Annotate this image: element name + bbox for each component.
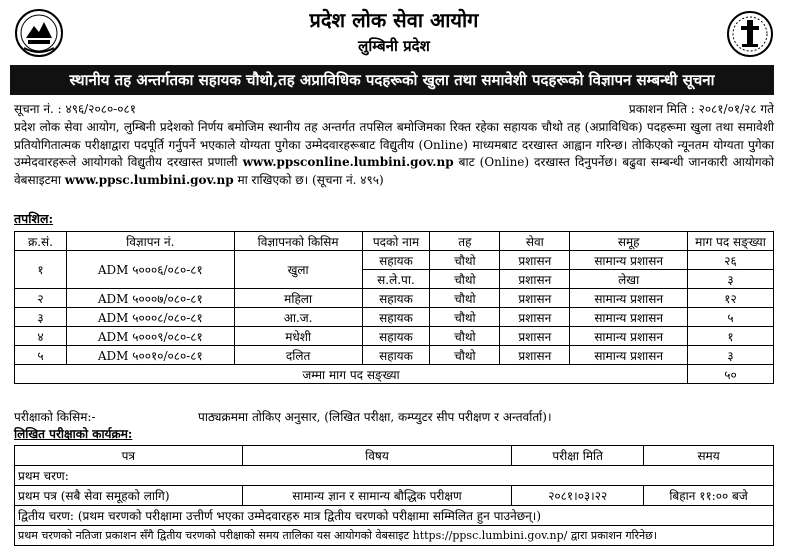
posts-table <box>14 231 774 384</box>
cell-post: सहायक <box>362 327 430 346</box>
exam-type-value: पाठ्यक्रममा तोकिए अनुसार, (लिखित परीक्षा, कम्प्युटर सीप परीक्षण र अन्तर्वार्ता)। <box>198 410 552 424</box>
cell-level: चौथो <box>430 346 500 365</box>
table-row <box>15 289 774 308</box>
col-header: सेवा <box>500 232 570 251</box>
page-subtitle: लुम्बिनी प्रदेश <box>358 37 430 55</box>
cell-count: ३ <box>688 346 774 365</box>
cell-type: महिला <box>234 289 362 308</box>
cell-group: सामान्य प्रशासन <box>570 289 688 308</box>
cell-sn: ५ <box>15 346 67 365</box>
cell-date: २०८१।०३।२२ <box>512 486 644 506</box>
cell-level: चौथो <box>430 289 500 308</box>
website-link[interactable]: www.ppsc.lumbini.gov.np <box>64 172 234 187</box>
cell-subject: सामान्य ज्ञान र सामान्य बौद्धिक परीक्षण <box>242 486 512 506</box>
cell-level: चौथो <box>430 327 500 346</box>
cell-group: सामान्य प्रशासन <box>570 346 688 365</box>
cell-service: प्रशासन <box>500 289 570 308</box>
notice-body <box>14 119 774 189</box>
cell-service: प्रशासन <box>500 327 570 346</box>
total-count: ५० <box>688 365 774 384</box>
phase2-label: द्वितीय चरण: <box>18 509 74 523</box>
cell-type: आ.ज. <box>234 308 362 327</box>
col-header: परीक्षा मिति <box>512 446 644 466</box>
cell-post: सहायक <box>362 346 430 365</box>
col-header: पत्र <box>15 446 243 466</box>
cell-sn: १ <box>15 251 67 289</box>
schedule-label: लिखित परीक्षाको कार्यक्रम: <box>14 427 133 441</box>
cell-type: दलित <box>234 346 362 365</box>
online-portal-link[interactable]: www.ppsconline.lumbini.gov.np <box>242 155 454 169</box>
cell-sn: ३ <box>15 308 67 327</box>
col-header: समय <box>644 446 774 466</box>
cell-post: सहायक <box>362 289 430 308</box>
cell-type: खुला <box>234 251 362 289</box>
cell-count: १२ <box>688 289 774 308</box>
cell-adv: ADM ५०००७/०८०-८१ <box>66 289 234 308</box>
table-row <box>15 486 774 506</box>
col-header: विज्ञापन नं. <box>66 232 234 251</box>
col-header: विज्ञापनको किसिम <box>234 232 362 251</box>
cell-type: मधेशी <box>234 327 362 346</box>
col-header: माग पद सङ्ख्या <box>688 232 774 251</box>
cell-service: प्रशासन <box>500 251 570 270</box>
table-header-row <box>15 232 774 251</box>
cell-paper: प्रथम पत्र (सबै सेवा समूहको लागि) <box>15 486 243 506</box>
cell-time: बिहान ११:०० बजे <box>644 486 774 506</box>
cell-group: सामान्य प्रशासन <box>570 308 688 327</box>
phase-row <box>15 466 774 486</box>
body-part3: मा राखिएको छ। (सूचना नं. ४९५) <box>233 172 384 187</box>
phase1-label: प्रथम चरण: <box>15 466 774 486</box>
body-part2: बाट (Online) दरखास्त दिनुपर्नेछ। बढुवा सम्बन्धी जानकारी आयोगको वेबसाइटमा <box>14 155 774 187</box>
cell-adv: ADM ५००१०/०८०-८१ <box>66 346 234 365</box>
cell-adv: ADM ५०००९/०८०-८१ <box>66 327 234 346</box>
tapsil-label: तपशिल: <box>14 211 54 226</box>
table-row <box>15 308 774 327</box>
col-header: तह <box>430 232 500 251</box>
cell-post: सहायक <box>362 251 430 270</box>
table-row <box>15 346 774 365</box>
page-title: प्रदेश लोक सेवा आयोग <box>309 8 479 32</box>
table-row <box>15 251 774 270</box>
cell-level: चौथो <box>430 251 500 270</box>
notice-banner: स्थानीय तह अन्तर्गतका सहायक चौथो,तह अप्राविधिक पदहरूको खुला तथा समावेशी पदहरूको विज्ञापन सम्बन्धी सूचना <box>10 65 774 95</box>
exam-schedule-table <box>14 445 774 546</box>
cell-post: स.ले.पा. <box>362 270 430 289</box>
table-row <box>15 327 774 346</box>
footer-row <box>15 526 774 546</box>
cell-sn: २ <box>15 289 67 308</box>
cell-count: १ <box>688 327 774 346</box>
total-label: जम्मा माग पद सङ्ख्या <box>15 365 688 384</box>
phase-row <box>15 506 774 526</box>
exam-type-label: परीक्षाको किसिम:- <box>14 410 96 424</box>
col-header: क्र.सं. <box>15 232 67 251</box>
cell-level: चौथो <box>430 270 500 289</box>
cell-sn: ४ <box>15 327 67 346</box>
col-header: विषय <box>242 446 512 466</box>
cell-service: प्रशासन <box>500 270 570 289</box>
cell-count: २६ <box>688 251 774 270</box>
notice-meta <box>14 100 774 116</box>
cell-group: सामान्य प्रशासन <box>570 251 688 270</box>
cell-count: ३ <box>688 270 774 289</box>
cell-group: सामान्य प्रशासन <box>570 327 688 346</box>
notice-number: सूचना नं. : ४९६/२०८०-०८१ <box>14 102 136 116</box>
footer-note: प्रथम चरणको नतिजा प्रकाशन सँगै द्वितीय चरणको परीक्षाको समय तालिका यस आयोगको वेबसाइट https://ppsc.lumbini.gov.np/ द्वारा प्रकाशन गरिनेछ। <box>15 526 774 546</box>
cell-service: प्रशासन <box>500 308 570 327</box>
cell-adv: ADM ५०००८/०८०-८१ <box>66 308 234 327</box>
total-row <box>15 365 774 384</box>
cell-post: सहायक <box>362 308 430 327</box>
phase2-text: (प्रथम चरणको परीक्षामा उत्तीर्ण भएका उम्मेदवारहरु मात्र द्वितीय चरणको परीक्षामा सम्मिलित हुन पाउनेछन्।) <box>77 509 542 523</box>
cell-level: चौथो <box>430 308 500 327</box>
cell-group: लेखा <box>570 270 688 289</box>
phase2-cell <box>15 506 774 526</box>
cell-count: ५ <box>688 308 774 327</box>
col-header: समूह <box>570 232 688 251</box>
cell-service: प्रशासन <box>500 346 570 365</box>
table-header-row <box>15 446 774 466</box>
publish-date: प्रकाशन मिति : २०८१/०१/२८ गते <box>628 102 774 116</box>
body-part1: प्रदेश लोक सेवा आयोग, लुम्बिनी प्रदेशको निर्णय बमोजिम स्थानीय तह अन्तर्गत तपसिल बमोजिमका रिक्त रहेका सहायक चौथो तह (अप्राविधिक) पदहरूमा खुला तथा समावेशी प्रतियोगितात्मक परीक्षाद्वारा पदपूर्ति गर्नुपर्ने भएकाले योग्यता पुगेका उम्मेदवारहरूबाट विद्युतीय (Online) माध्यमबाट दरखास्त आह्वान गरिन्छ। तोकिएको न्यूनतम योग्यता पुगेका उम्मेदवारहरूले आयोगको विद्युतीय दरखास्त प्रणाली <box>14 120 774 169</box>
col-header: पदको नाम <box>362 232 430 251</box>
cell-adv: ADM ५०००६/०८०-८१ <box>66 251 234 289</box>
